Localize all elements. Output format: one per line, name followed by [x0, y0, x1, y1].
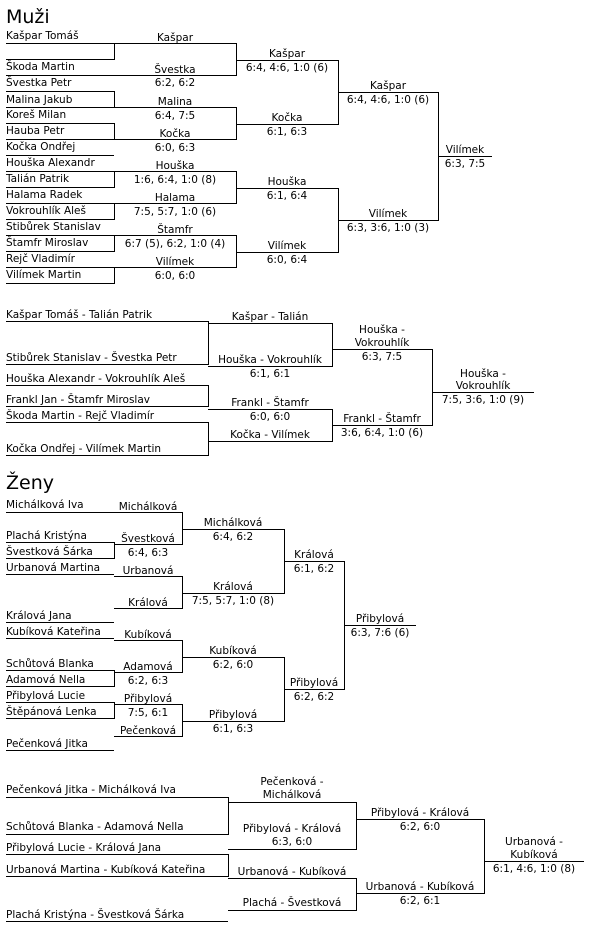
player-name: Stibůrek Stanislav: [6, 221, 101, 233]
match-score: 7:5, 6:1: [127, 707, 169, 719]
player-name: Štěpánová Lenka: [6, 706, 97, 718]
team-name: Kočka Ondřej - Vilímek Martin: [6, 443, 162, 455]
match-winner: Švestková: [121, 533, 175, 545]
champion-name: Vilímek: [445, 144, 485, 156]
match-winner: Frankl - Štamfr: [231, 397, 309, 409]
team-name: Houška Alexandr - Vokrouhlík Aleš: [6, 373, 186, 385]
match-winner: Přibylová: [208, 709, 258, 721]
player-name: Adamová Nella: [6, 674, 86, 686]
match-winner: Pečenková: [119, 725, 177, 737]
champion-score: 6:3, 7:6 (6): [350, 627, 410, 639]
match-winner: Houška: [155, 160, 195, 172]
match-winner: Králová: [128, 597, 168, 609]
match-score: 6:0, 6:4: [266, 254, 308, 266]
player-name: Talián Patrik: [6, 173, 70, 185]
match-score: 3:6, 6:4, 1:0 (6): [340, 427, 424, 439]
player-name: Štamfr Miroslav: [6, 237, 89, 249]
match-score: 6:0, 6:3: [154, 142, 196, 154]
match-winner: Urbanová - Kubíková: [237, 866, 347, 878]
player-name: Vokrouhlík Aleš: [6, 205, 86, 217]
match-winner: Kočka: [271, 112, 303, 124]
player-name: Michálková Iva: [6, 499, 84, 511]
match-score: 6:4, 4:6, 1:0 (6): [346, 94, 430, 106]
match-winner: Michálková: [118, 501, 178, 513]
player-name: Vilímek Martin: [6, 269, 82, 281]
match-winner: Houška - Vokrouhlík: [218, 354, 322, 366]
match-winner: Přibylová: [289, 677, 339, 689]
player-name: Pečenková Jitka: [6, 738, 88, 750]
match-score: 6:2, 6:2: [154, 77, 196, 89]
team-name: Plachá Kristýna - Švestková Šárka: [6, 909, 185, 921]
match-score: 6:1, 6:3: [212, 723, 254, 735]
champion-name: Přibylová: [355, 613, 405, 625]
match-winner: Malina: [157, 96, 193, 108]
match-winner: Štamfr: [157, 224, 193, 236]
player-name: Kašpar Tomáš: [6, 30, 79, 42]
match-winner: Kašpar: [156, 32, 194, 44]
player-name: Kubíková Kateřina: [6, 626, 101, 638]
team-name: Frankl Jan - Štamfr Miroslav: [6, 394, 150, 406]
champion-name: Urbanová -: [505, 836, 563, 848]
team-name: Škoda Martin - Rejč Vladimír: [6, 410, 155, 422]
match-winner: Vilímek: [368, 208, 408, 220]
match-score: 6:0, 6:0: [249, 411, 291, 423]
match-winner: Přibylová - Králová: [370, 807, 470, 819]
match-score: 6:1, 6:4: [266, 190, 308, 202]
match-winner: Přibylová: [123, 693, 173, 705]
match-score: 6:4, 7:5: [154, 110, 196, 122]
match-winner: Urbanová - Kubíková: [365, 881, 475, 893]
champion-name: Kubíková: [510, 849, 558, 861]
match-score: 1:6, 6:4, 1:0 (8): [133, 174, 217, 186]
match-winner: Králová: [294, 549, 334, 561]
match-winner: Kašpar: [268, 48, 306, 60]
match-score: 6:1, 6:1: [249, 368, 291, 380]
match-winner: Urbanová: [122, 565, 174, 577]
match-score: 6:7 (5), 6:2, 1:0 (4): [124, 238, 226, 250]
player-name: Halama Radek: [6, 189, 83, 201]
match-winner: Švestka: [154, 64, 196, 76]
match-winner: Adamová: [123, 661, 173, 673]
player-name: Kočka Ondřej: [6, 141, 76, 153]
men-heading: Muži: [6, 6, 50, 28]
match-score: 6:1, 6:3: [266, 126, 308, 138]
match-score: 6:0, 6:0: [154, 270, 196, 282]
player-name: Urbanová Martina: [6, 562, 101, 574]
player-name: Švestková Šárka: [6, 546, 93, 558]
champion-name: Vokrouhlík: [455, 380, 511, 392]
match-score: 6:1, 6:2: [293, 563, 335, 575]
player-name: Plachá Kristýna: [6, 530, 87, 542]
match-score: 6:3, 6:0: [271, 836, 313, 848]
match-score: 6:2, 6:1: [399, 895, 441, 907]
match-winner: Frankl - Štamfr: [343, 413, 421, 425]
match-winner: Přibylová - Králová: [242, 823, 342, 835]
team-name: Schůtová Blanka - Adamová Nella: [6, 821, 184, 833]
player-name: Přibylová Lucie: [6, 690, 86, 702]
player-name: Hauba Petr: [6, 125, 65, 137]
match-winner: Vilímek: [155, 256, 195, 268]
match-winner: Vilímek: [267, 240, 307, 252]
champion-score: 7:5, 3:6, 1:0 (9): [441, 394, 525, 406]
match-winner: Králová: [213, 581, 253, 593]
player-name: Rejč Vladimír: [6, 253, 75, 265]
match-score: 6:2, 6:2: [293, 691, 335, 703]
player-name: Švestka Petr: [6, 77, 72, 89]
match-winner: Kočka - Vilímek: [230, 429, 310, 441]
player-name: Králová Jana: [6, 610, 72, 622]
player-name: Škoda Martin: [6, 61, 75, 73]
match-score: 6:3, 3:6, 1:0 (3): [346, 222, 430, 234]
match-winner: Houška -: [359, 324, 405, 336]
match-score: 6:4, 4:6, 1:0 (6): [245, 62, 329, 74]
match-winner: Kašpar: [369, 80, 407, 92]
match-score: 7:5, 5:7, 1:0 (8): [191, 595, 275, 607]
player-name: Koreš Milan: [6, 109, 67, 121]
match-score: 6:4, 6:2: [212, 531, 254, 543]
match-winner: Vokrouhlík: [354, 337, 410, 349]
player-name: Schůtová Blanka: [6, 658, 94, 670]
team-name: Stibůrek Stanislav - Švestka Petr: [6, 352, 177, 364]
team-name: Pečenková Jitka - Michálková Iva: [6, 784, 176, 796]
match-winner: Michálková: [262, 789, 322, 801]
match-score: 6:2, 6:0: [212, 659, 254, 671]
match-winner: Plachá - Švestková: [242, 897, 342, 909]
women-heading: Ženy: [6, 472, 54, 494]
match-winner: Pečenková -: [260, 776, 324, 788]
team-name: Přibylová Lucie - Králová Jana: [6, 842, 162, 854]
match-score: 6:3, 7:5: [361, 351, 403, 363]
champion-name: Houška -: [460, 368, 506, 380]
match-winner: Kubíková: [209, 645, 257, 657]
match-winner: Kočka: [159, 128, 191, 140]
match-winner: Halama: [154, 192, 196, 204]
match-score: 7:5, 5:7, 1:0 (6): [133, 206, 217, 218]
match-winner: Kubíková: [124, 629, 172, 641]
match-winner: Houška: [267, 176, 307, 188]
champion-score: 6:3, 7:5: [444, 158, 486, 170]
match-winner: Michálková: [203, 517, 263, 529]
player-name: Houška Alexandr: [6, 157, 95, 169]
team-name: Urbanová Martina - Kubíková Kateřina: [6, 864, 206, 876]
champion-score: 6:1, 4:6, 1:0 (8): [492, 863, 576, 875]
team-name: Kašpar Tomáš - Talián Patrik: [6, 309, 153, 321]
match-score: 6:4, 6:3: [127, 547, 169, 559]
match-score: 6:2, 6:0: [399, 821, 441, 833]
player-name: Malina Jakub: [6, 94, 73, 106]
match-score: 6:2, 6:3: [127, 675, 169, 687]
match-winner: Kašpar - Talián: [231, 311, 309, 323]
